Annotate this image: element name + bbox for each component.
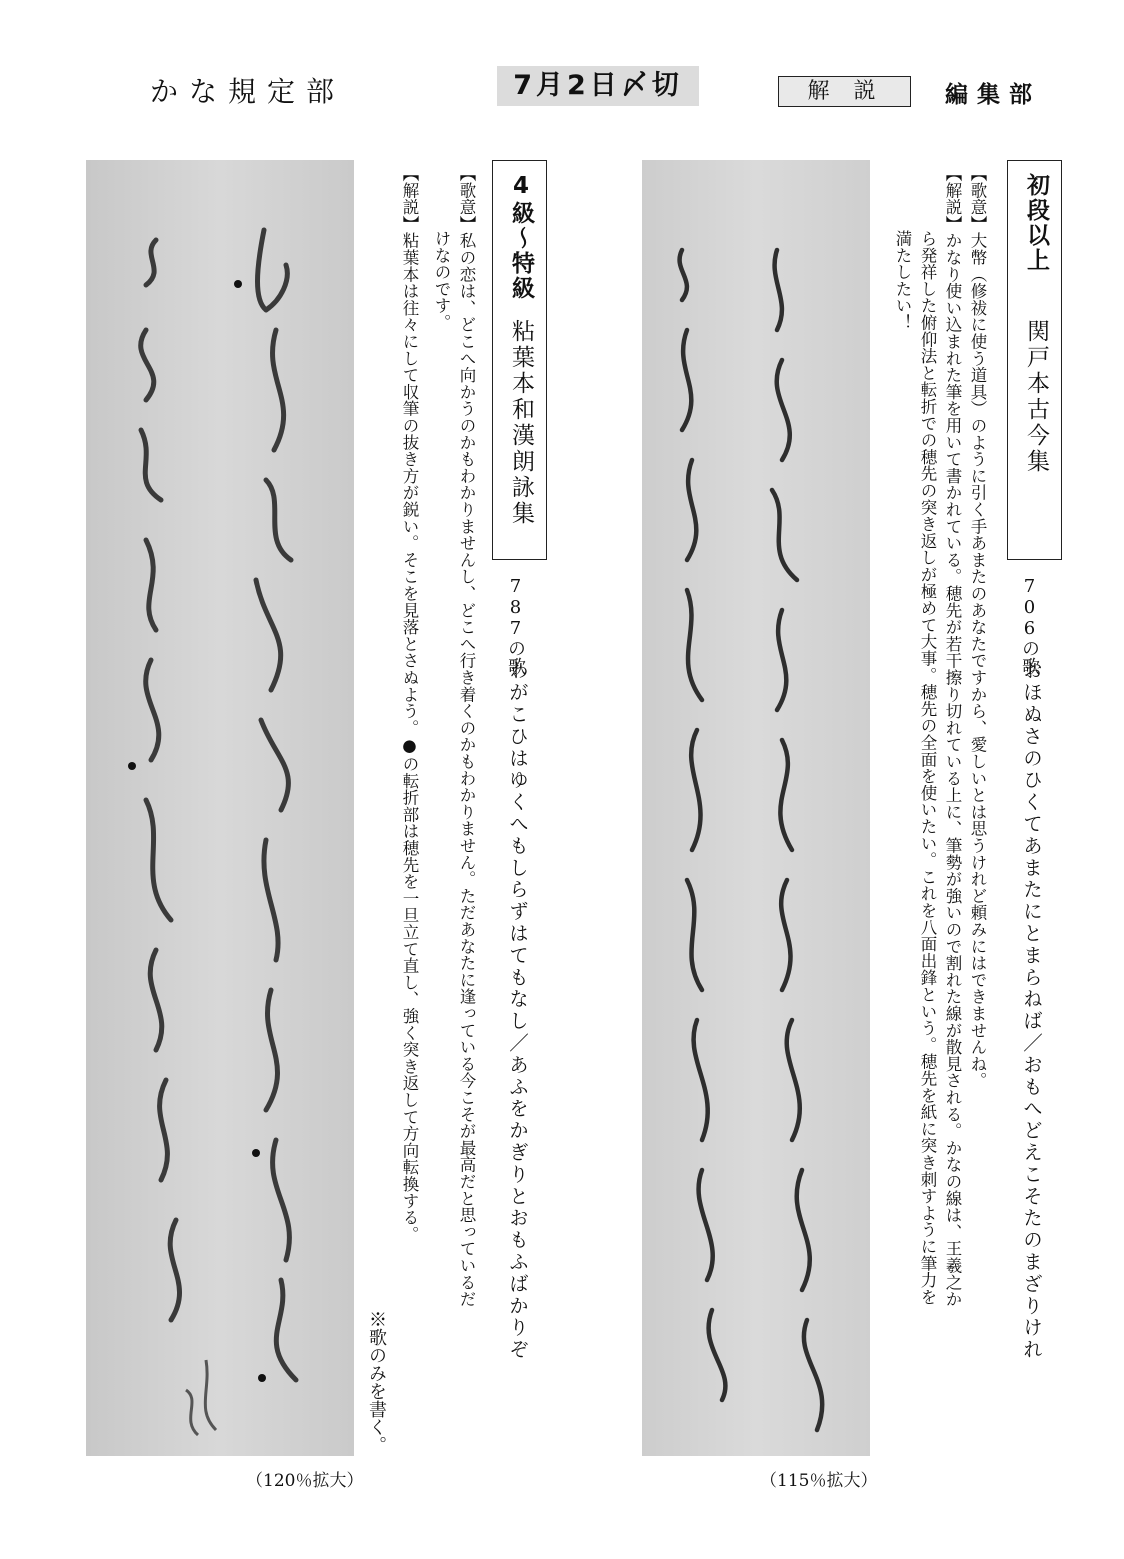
meaning-text-advanced: 大幣（修祓に使う道具）のように引く手あまたのあなたですから、愛しいとは思うけれど頼みにはできませんね。 [968,232,987,1090]
meaning-advanced [966,165,988,1089]
poem-number-advanced: 706の歌 [1019,576,1040,675]
editor-label: 編集部 [945,82,1041,108]
calligraphy-image-beginner [86,160,354,1456]
meaning-label-advanced: 【歌意】 [968,165,987,233]
commentary-beginner: 【解説】粘葉本は往々にして収筆の抜き方が鋭い。そこを見落とさぬよう。●の転折部は穂先を一旦立て直し、強く突き返して方向転換する。 [400,165,419,1243]
work-title-advanced: 関戸本古今集 [1023,319,1049,475]
image-caption-beginner: （120％拡大） [246,1471,364,1491]
calligraphy-strokes-beginner [86,160,354,1456]
commentary-line-1-advanced: 【解説】かなり使い込まれた筆を用いて書かれている。穂先が若干擦り切れている上に、筆勢が強いので割れた線が散見される。かなの線は、王羲之か [943,165,962,1308]
level-label-advanced: 初段以上 [1023,173,1049,273]
level-box-beginner [492,160,547,560]
commentary-line-3-advanced: 満たしたい！ [893,230,912,331]
meaning-label-beginner: 【歌意】 [457,165,476,233]
commentary-label-advanced: 【解説】 [943,165,962,233]
calligraphy-strokes-advanced [642,160,870,1456]
commentary-line-2-advanced: ら発祥した俯仰法と転折での穂先の突き返しが極めて大事。穂先の全面を使いたい。これを八面出鋒という。穂先を紙に突き刺すように筆力を [918,230,937,1306]
work-title-beginner: 粘葉本和漢朗詠集 [508,319,534,527]
poem-text-advanced: おほぬさのひくてあまたにとまらねば／おもへどえこそたのまざりけれ [1020,660,1043,1361]
level-label-beginner: 4級〜特級 [508,173,534,301]
commentary-label-beginner: 【解説】 [400,165,419,233]
calligraphy-image-advanced [642,160,870,1456]
image-caption-advanced: （115％拡大） [760,1471,878,1491]
meaning-line-2-beginner: けなのです。 [432,230,451,331]
note-beginner: ※歌のみを書く。 [366,1310,387,1454]
section-title: かな規定部 [150,75,346,108]
deadline-badge: 7月2日〆切 [497,66,699,106]
meaning-line-1-beginner: 【歌意】私の恋は、どこへ向かうのかもわかりませんし、どこへ行き着くのかもわかりません。ただあなたに逢っている今こそが最高だと思っているだ [457,165,476,1308]
poem-text-beginner: わがこひはゆくへもしらずはてもなし／あふをかぎりとおもふばかりぞ [506,660,529,1361]
level-box-advanced [1007,160,1062,560]
commentary-label-box: 解説 [778,76,911,107]
poem-number-beginner: 787の歌 [505,576,526,675]
